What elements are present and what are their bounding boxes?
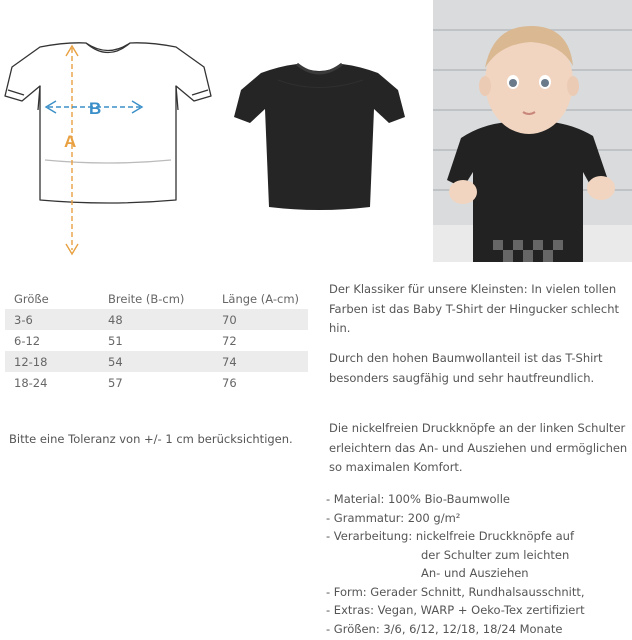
table-cell: 18-24: [14, 375, 48, 390]
column-header: Größe: [14, 291, 49, 306]
description-paragraph: Durch den hohen Baumwollanteil ist das T-Shirt besonders saugfähig und sehr hautfreundlich.: [329, 351, 603, 385]
product-photo-baby: [433, 0, 632, 262]
tshirt-outline-icon: [5, 43, 211, 203]
spec-verarbeitung-cont: der Schulter zum leichten: [421, 547, 570, 562]
spec-extras: - Extras: Vegan, WARP + Oeko-Tex zertifiziert: [326, 603, 585, 617]
table-cell: 70: [213, 309, 308, 330]
size-diagram: [0, 0, 218, 262]
column-header: Länge (A-cm): [222, 291, 300, 306]
column-header: Breite (B-cm): [108, 291, 185, 306]
spec-verarbeitung: - Verarbeitung: nickelfreie Druckknöpfe auf: [326, 529, 574, 543]
table-row: [5, 309, 308, 330]
label-a: A: [64, 132, 77, 151]
product-photo-black-tshirt: [218, 0, 421, 262]
table-cell: 54: [99, 351, 213, 372]
description-paragraph: Die nickelfreien Druckknöpfe an der linken Schulter erleichtern das An- und Ausziehen und ermöglichen so maximalen Komfort.: [329, 421, 628, 474]
size-table: [5, 288, 308, 393]
spec-grammatur: - Grammatur: 200 g/m²: [326, 510, 461, 525]
spec-form: - Form: Gerader Schnitt, Rundhalsausschnitt,: [326, 584, 585, 599]
table-cell: 74: [213, 351, 308, 372]
table-cell: 72: [222, 333, 237, 348]
table-row: [5, 351, 308, 372]
table-row: [5, 372, 308, 393]
table-row: [5, 330, 308, 351]
spec-material: - Material: 100% Bio-Baumwolle: [326, 492, 510, 506]
spec-list: [326, 490, 630, 638]
table-cell: 48: [99, 309, 213, 330]
table-cell: 6-12: [14, 333, 41, 348]
tolerance-note: Bitte eine Toleranz von +/- 1 cm berücksichtigen.: [9, 432, 293, 446]
spec-groessen: - Größen: 3/6, 6/12, 12/18, 18/24 Monate: [326, 621, 563, 636]
table-header-row: [5, 288, 308, 309]
spec-verarbeitung-cont: An- und Ausziehen: [421, 566, 529, 580]
table-cell: 76: [222, 375, 237, 390]
description-paragraph: Der Klassiker für unsere Kleinsten: In vielen tollen Farben ist das Baby T-Shirt der Hingucker schlecht hin.: [329, 282, 619, 335]
table-cell: 12-18: [5, 351, 99, 372]
table-cell: 3-6: [5, 309, 99, 330]
table-cell: 51: [108, 333, 123, 348]
label-b: B: [89, 99, 102, 118]
table-cell: 57: [108, 375, 123, 390]
